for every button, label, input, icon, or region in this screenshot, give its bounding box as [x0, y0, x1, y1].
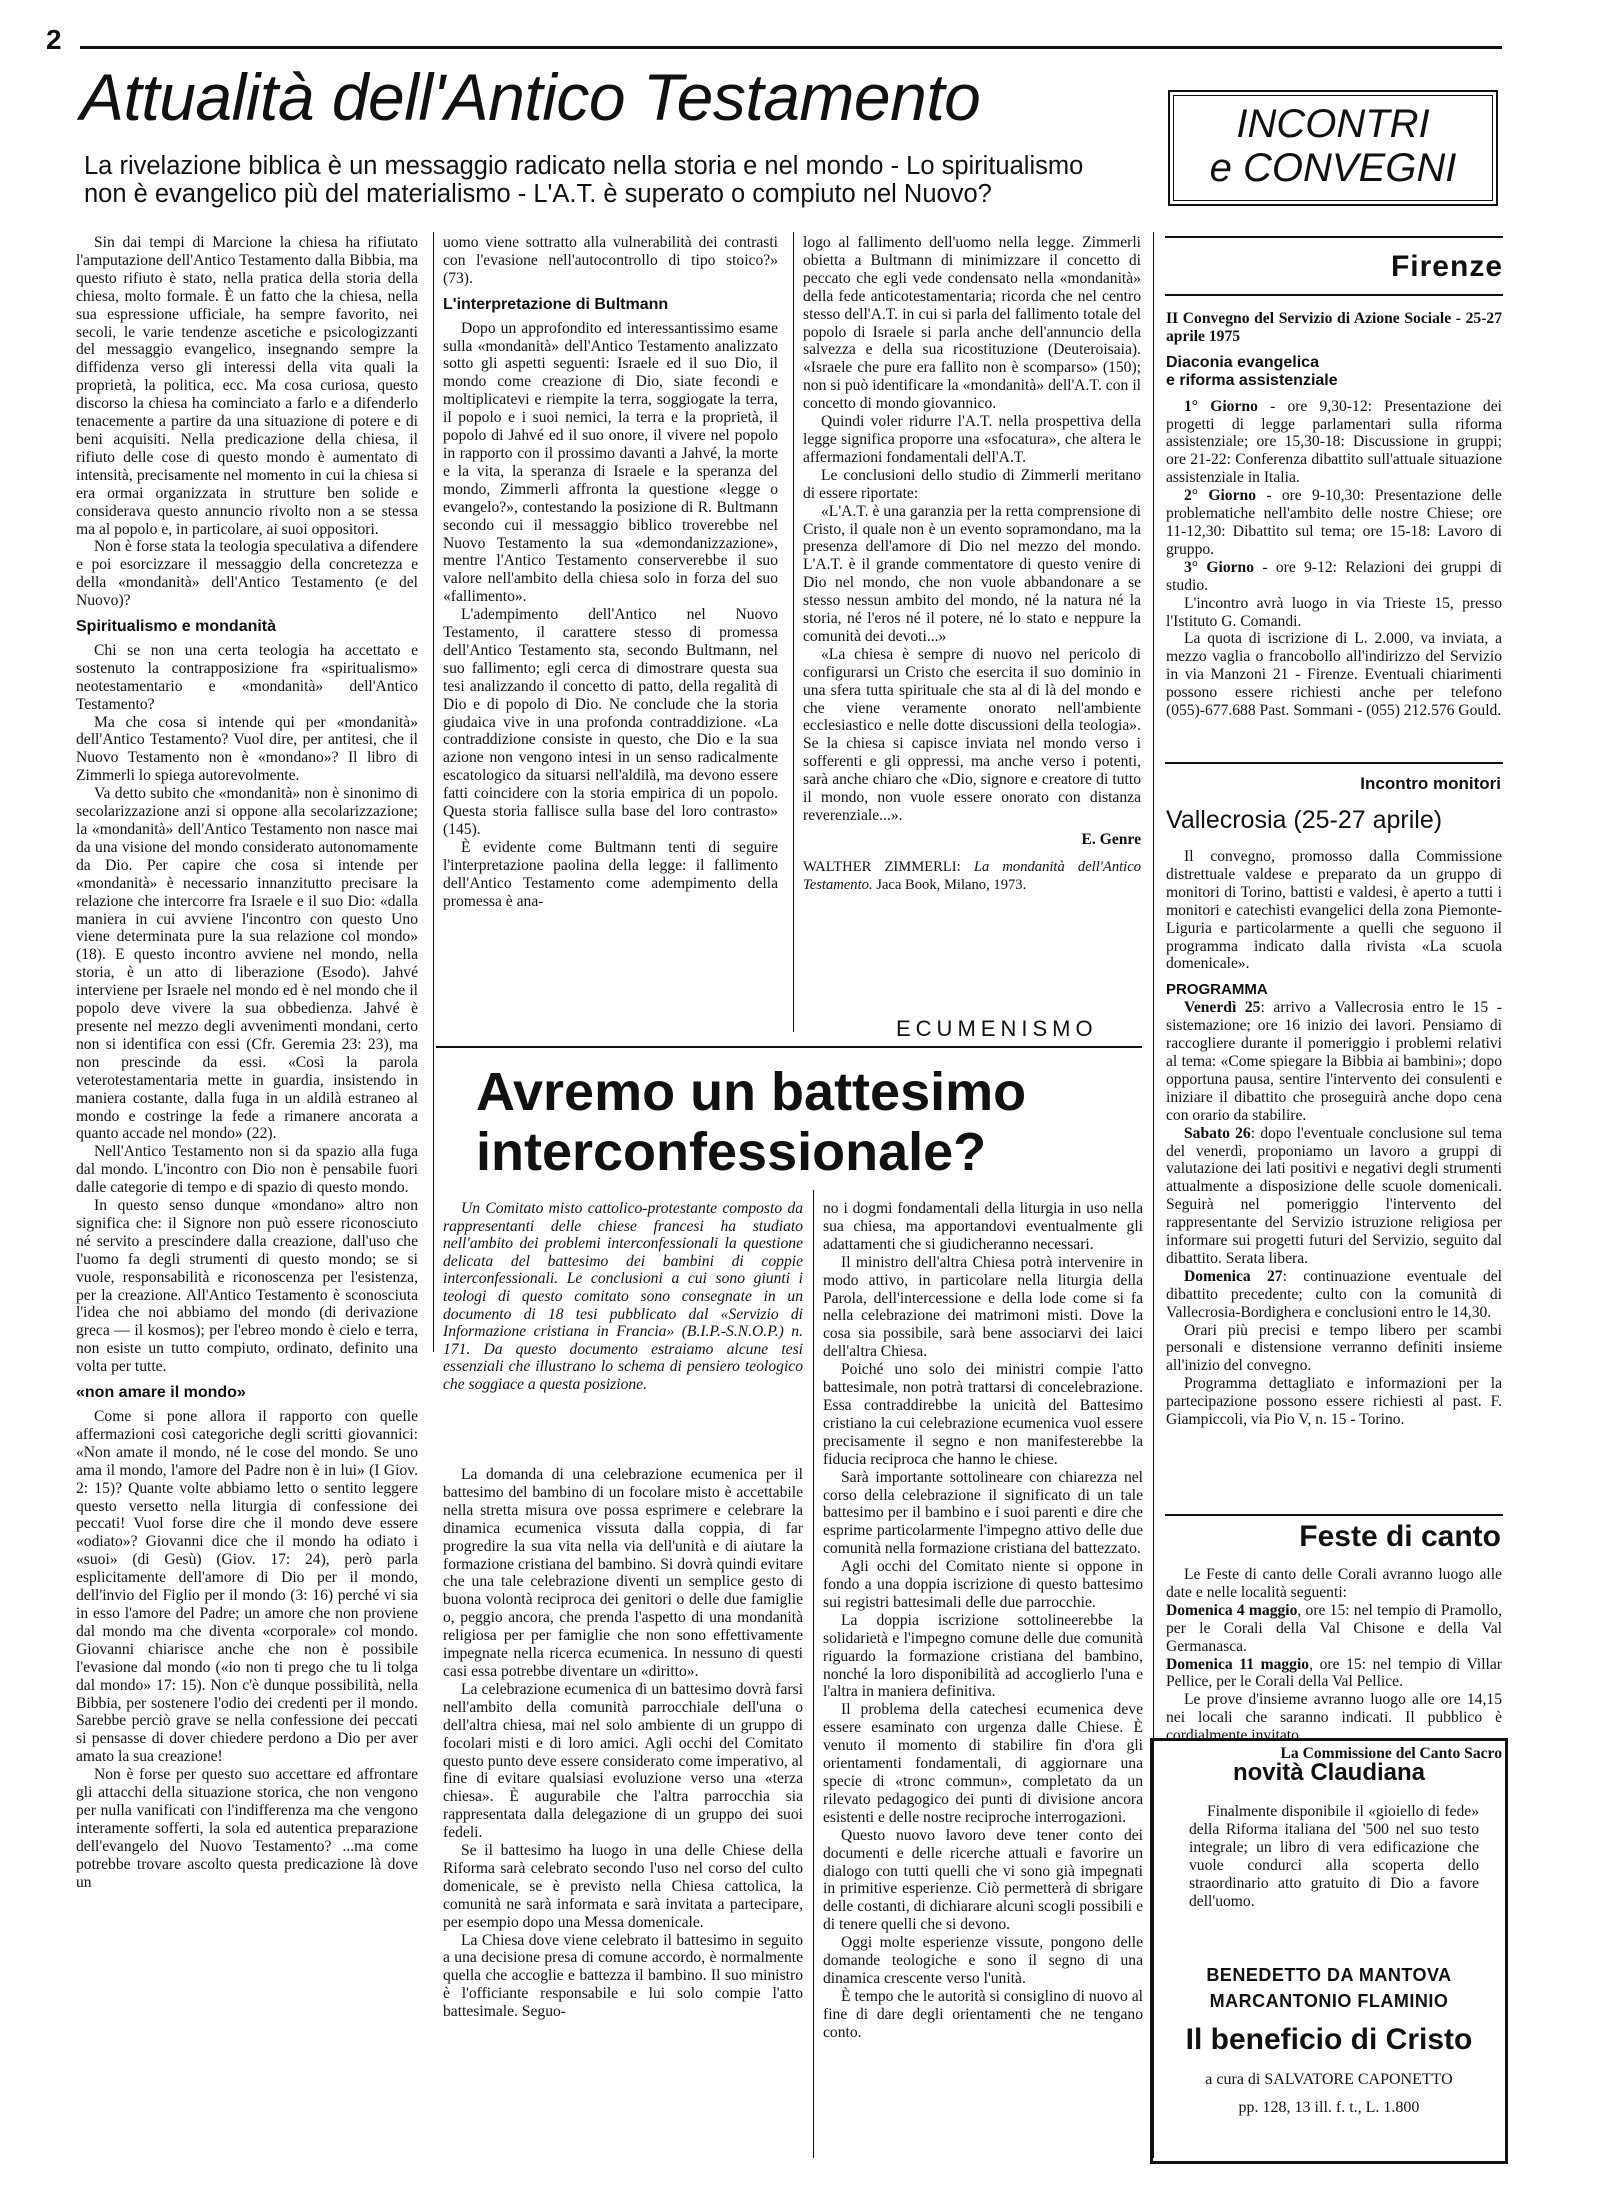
feste-rule — [1165, 1514, 1503, 1516]
paragraph: Dopo un approfondito ed interessantissimo esame sulla «mondanità» dell'Antico Testamento analizzato sotto gli aspetti seguenti: Israele ed il suo Dio, il mondo come creazione di Dio, siate fecondi e moltiplicatevi e riempite la terra, soggiogate la terra, il popolo e i suoi nemici, la terra e la proprietà, il popolo di Jahvé ed il suo onore, il vivere nel popolo in rapporto con il prossimo davanti a Jahvé, la morte e la vita, la speranza di Israele e la speranza del mondo, Zimmerli affronta la questione «legge o evangelo?», contestando la posizione di R. Bultmann secondo cui il messaggio biblico troverebbe nel Nuovo Testamento la sua «demondanizzazione», mentre l'Antico Testamento conserverebbe il suo valore nell'ambito della chiesa solo in forza del suo «fallimento». — [443, 319, 778, 606]
paragraph: La Chiesa dove viene celebrato il battesimo in seguito a una decisione presa di comune accordo, è normalmente quella che accoglie e battezza il bambino. Il suo ministro è l'officiante responsabile e lui solo compie l'atto battesimale. Seguo- — [443, 1931, 803, 2021]
feste-heading: Feste di canto — [1299, 1520, 1501, 1553]
paragraph: Nell'Antico Testamento non si da spazio alla fuga dal mondo. L'incontro con Dio non è pensabile fuori dalle categorie di tempo e di spazio di questo mondo. — [76, 1143, 418, 1197]
claudiana-ad-box — [1150, 1738, 1508, 2164]
main-subtitle-1: La rivelazione biblica è un messaggio radicato nella storia e nel mondo - Lo spiritualismo — [84, 152, 1084, 180]
main-subtitle-2: non è evangelico più del materialismo - L'A.T. è superato o compiuto nel Nuovo? — [84, 180, 992, 208]
article-column-1 — [76, 234, 418, 1891]
firenze-subtitle-1: Diaconia evangelica — [1166, 353, 1319, 371]
claudiana-authors-2: MARCANTONIO FLAMINIO — [1209, 1991, 1449, 2011]
paragraph: Programma dettagliato e informazioni per la partecipazione possono essere richiesti al past. F. Giampiccoli, via Pio V, n. 15 - Torino. — [1166, 1375, 1502, 1429]
paragraph: Il problema della catechesi ecumenica deve essere esaminato con urgenza dalle Chiese. È venuto il momento di stabilire fin d'ora gli orientamenti fondamentali, di aggiornare una specie di «tronc commun», completato da un rilevato pedagogico dei punti di divisione ancora esistenti e delle nostre reciproche interrogazioni. — [823, 1701, 1143, 1826]
paragraph: Orari più precisi e tempo libero per scambi personali e distensione verranno definiti insieme all'inizio del convegno. — [1166, 1321, 1502, 1375]
program-item: 1° Giorno - ore 9,30-12: Presentazione dei progetti di legge parlamentari sulla riforma assistenziale; ore 15,30-18: Discussione in gruppi; ore 21-22: Conferenza dibattito sull'attuale situazione assistenziale in Italia. — [1166, 397, 1502, 487]
paragraph: Oggi molte esperienze vissute, pongono delle domande teologiche e sono il segno di una dinamica crescente verso l'unità. — [823, 1934, 1143, 1987]
paragraph: uomo viene sottratto alla vulnerabilità dei contrasti con l'evasione nell'autocontrollo di tipo stoico?» (73). — [443, 234, 778, 287]
claudiana-editor: a cura di SALVATORE CAPONETTO — [1205, 2071, 1453, 2088]
paragraph: Questo nuovo lavoro deve tener conto dei documenti e delle ricerche attuali e favorire un dialogo con tutti quelli che vi sono già impegnati in primitive esperienze. Ciò permetterà di sbrigare delle costanti, di dichiarare alcuni scogli possibili e di tenere quelli che si devono. — [823, 1826, 1143, 1934]
paragraph: Sarà importante sottolineare con chiarezza nel corso della celebrazione il significato di un tale battesimo per il bambino e i suoi parenti e dire che esprime particolarmente l'impegno attivo delle due comunità nella formazione cristiana del battezzato. — [823, 1468, 1143, 1558]
column-rule — [813, 1190, 814, 2158]
paragraph: «La chiesa è sempre di nuovo nel pericolo di configurarsi un Cristo che esercita il suo dominio in una sfera tutta spirituale che sta al di là del mondo e che viene veramente onorato nell'ambiente ecclesiastico e nelle dotte discussioni della teologia». Se la chiesa si capisce inviata nel mondo verso i sofferenti e gli oppressi, ma anche verso i potenti, sarà anche chiaro che «Dio, signore e creatore di tutto il mondo, non vuole essere onorato con distanza reverenziale...». — [803, 645, 1141, 824]
claudiana-authors-1: BENEDETTO DA MANTOVA — [1206, 1965, 1452, 1985]
paragraph: L'adempimento dell'Antico nel Nuovo Testamento, il carattere stesso di promessa dell'Antico Testamento sta, secondo Bultmann, nel suo fallimento; egli cerca di dimostrare questa sua tesi analizzando il concetto di patto, della regalità di Dio e di popolo di Dio. Ne conclude che la storia giudaica vive in una profonda contraddizione. «La contraddizione consiste in questo, che Dio e la sua azione non vengono intesi in un senso radicalmente escatologico da situarsi nell'aldilà, ma devono essere fatti coincidere con la storia empirica di un popolo. Questa storia fallisce sulla base del loro contrasto» (145). — [443, 606, 778, 838]
firenze-column — [1166, 310, 1502, 720]
ecumenismo-intro — [443, 1200, 803, 1394]
monitori-heading: Incontro monitori — [1360, 774, 1501, 793]
column-rule — [433, 232, 434, 1352]
paragraph: Poiché uno solo dei ministri compie l'atto battesimale, non potrà trattarsi di concelebrazione. Essa contraddirebbe la unicità del Battesimo cristiano la cui celebrazione ecumenica vuol essere precisamente il segno e non manifesterebbe la fiducia reciproca che hanno le chiese. — [823, 1361, 1143, 1468]
claudiana-book-title: Il beneficio di Cristo — [1185, 2023, 1473, 2056]
firenze-event: II Convegno del Servizio di Azione Sociale - 25-27 aprile 1975 — [1166, 310, 1502, 345]
monitori-rule — [1165, 762, 1503, 764]
vallecrosia-heading: Vallecrosia (25-27 aprile) — [1166, 806, 1443, 834]
paragraph: È evidente come Bultmann tenti di seguire l'interpretazione paolina della legge: il fallimento dell'Antico Testamento come adempimento della promessa è ana- — [443, 838, 778, 910]
firenze-subtitle-2: e riforma assistenziale — [1166, 371, 1338, 389]
paragraph: La quota di iscrizione di L. 2.000, va inviata, a mezzo vaglia o francobollo all'indirizzo del Servizio in via Manzoni 21 - Firenze. Eventuali chiarimenti possono essere richiesti anche per telefono (055)-677.688 Past. Sommani - (055) 212.576 Gould. — [1166, 630, 1502, 720]
paragraph: Le conclusioni dello studio di Zimmerli meritano di essere riportate: — [803, 466, 1141, 502]
program-item: Venerdì 25: arrivo a Vallecrosia entro le 15 - sistemazione; ore 16 inizio dei lavori. Pensiamo di raccogliere durante il pomeriggio i problemi relativi al tema: «Come spiegare la Bibbia ai bambini»; dopo opportuna pausa, sentire l'intervento dei consulenti e iniziare il dibattito che proseguirà anche dopo cena con orario da stabilire. — [1166, 999, 1502, 1124]
paragraph: La doppia iscrizione sottolineerebbe la solidarietà e l'impegno comune delle due comunità riguardo la formazione cristiana del bambino, nonché la loro disponibilità ad accoglierlo l'una e l'altra in maniera definitiva. — [823, 1611, 1143, 1701]
paragraph: È tempo che le autorità si consiglino di nuovo al fine di dare degli orientamenti che ne tengano conto. — [823, 1987, 1143, 2041]
program-item: Domenica 11 maggio, ore 15: nel tempio di Villar Pellice, per le Corali della Val Pellice. — [1166, 1655, 1502, 1691]
paragraph: L'incontro avrà luogo in via Trieste 15, presso l'Istituto G. Comandi. — [1166, 594, 1502, 630]
incontri-box — [1168, 90, 1498, 206]
paragraph: «L'A.T. è una garanzia per la retta comprensione di Cristo, il quale non è un evento sopramondano, ma la presenza dell'amore di Dio nel mezzo del mondo. L'A.T. è il grande commentatore di questo venire di Dio nel mondo, che non vuole abbandonare a se stesso nessun ambito del mondo, né la natura né la storia, né l'eros né il potere, né lo stato e neppure la comunità dei devoti...» — [803, 502, 1141, 645]
ecumenismo-headline-2: interconfessionale? — [476, 1122, 987, 1182]
claudiana-heading: novità Claudiana — [1232, 1759, 1426, 1786]
incontri-title-2: e CONVEGNI — [1209, 146, 1457, 190]
paragraph: Un Comitato misto cattolico-protestante composto da rappresentanti delle chiese francesi ha studiato nell'ambito dei problemi interconfessionali la questione delicata del battesimo dei bambini di coppie interconfessionali. Le conclusioni a cui sono giunti i teologi di questo comitato sono consegnate in un documento di 18 tesi pubblicato dal «Servizio di Informazione cristiana in Francia» (B.I.P.-S.N.O.P.) n. 171. Da questo documento estraiamo alcune tesi essenziali che illustrano lo schema di pensiero teologico che soggiace a questa posizione. — [443, 1200, 803, 1393]
firenze-subtitle — [1166, 354, 1502, 390]
program-item: Domenica 4 maggio, ore 15: nel tempio di Pramollo, per le Corali della Val Chisone e della Val Germanasca. — [1166, 1601, 1502, 1655]
incontri-title-1: INCONTRI — [1236, 102, 1430, 146]
ecumenismo-column-b — [823, 1200, 1143, 2042]
paragraph: Chi se non una certa teologia ha accettato e sostenuto la contrapposizione fra «spiritualismo» neotestamentario e «mondanità» dell'Antico Testamento? — [76, 641, 418, 713]
firenze-underline — [1165, 294, 1503, 296]
paragraph: Quindi voler ridurre l'A.T. nella prospettiva della legge significa proporre una «sfocatura», che altera le affermazioni fondamentali dell'A.T. — [803, 413, 1141, 466]
reference-publisher: Jaca Book, Milano, 1973. — [876, 876, 1027, 893]
feste-column — [1166, 1566, 1502, 1763]
author-signature: E. Genre — [1081, 830, 1141, 848]
paragraph: no i dogmi fondamentali della liturgia in uso nella sua chiesa, ma apportandovi eventualmente gli adattamenti che si giudicheranno necessari. — [823, 1200, 1143, 1253]
paragraph: Il convegno, promosso dalla Commissione distrettuale valdese e preparato da un gruppo di monitori di Torino, battisti e valdesi, è aperto a tutti i monitori e catechisti evangelici della zona Piemonte-Liguria e particolarmente a quelli che seguono il programma indicato dalla rivista «La scuola domenicale». — [1166, 848, 1502, 973]
claudiana-details: pp. 128, 13 ill. f. t., L. 1.800 — [1238, 2099, 1420, 2116]
section-heading: L'interpretazione di Bultmann — [443, 295, 669, 313]
claudiana-text: Finalmente disponibile il «gioiello di fede» della Riforma italiana del '500 nel suo testo integrale; un libro di vera edificazione che vuole condurci alla scoperta dello straordinario atto gratuito di Dio a favore dell'uomo. — [1189, 1803, 1479, 1910]
paragraph: Ma che cosa si intende qui per «mondanità» dell'Antico Testamento? Vuol dire, per antitesi, che il Nuovo Testamento non è «mondano»? Il libro di Zimmerli lo spiega autorevolmente. — [76, 713, 418, 785]
paragraph: Va detto subito che «mondanità» non è sinonimo di secolarizzazione anzi si oppone alla secolarizzazione; la «mondanità» dell'Antico Testamento non nasce mai da una visione del mondo considerato autonomamente da Dio. Per capire che cosa si intende per «mondanità» è necessario innanzitutto precisare la relazione che intercorre fra Israele e il suo Dio: «dalla maniera in cui avviene l'incontro con questo Uno viene determinata pure la sua relazione col mondo» (18). E questo incontro avviene nel mondo, nella storia, è un atto di liberazione (Esodo). Jahvé interviene per Israele nel mondo ed è nel mondo che il popolo deve vivere la sua obbedienza. Jahvé è presente nel mezzo degli avvenimenti mondani, certo non si identifica con essi (Cfr. Geremia 23: 23), ma non prescinde da essi. «Così la parola veterotestamentaria mette in guardia, insistendo in maniera costante, dalla fuga in un aldilà estraneo al mondo e costringe la fede a rimanere ancorata a quanto accade nel mondo» (22). — [76, 785, 418, 1143]
section-heading: «non amare il mondo» — [76, 1384, 246, 1402]
vallecrosia-column — [1166, 848, 1502, 1429]
paragraph: Se il battesimo ha luogo in una delle Chiese della Riforma sarà celebrato secondo l'uso nel corso del culto domenicale, se è previsto nella Chiesa cattolica, la comunità ne sarà informata e sarà invitata a partecipare, per esempio dopo una Messa domenicale. — [443, 1842, 803, 1931]
reference-title: La mondanità dell'Antico Testamento. — [803, 858, 1141, 893]
ecumenismo-headline-1: Avremo un battesimo — [476, 1062, 1027, 1122]
article-column-2 — [443, 234, 778, 911]
paragraph: Il ministro dell'altra Chiesa potrà intervenire in modo attivo, in particolare nella liturgia della Parola, dell'intercessione e della lode come si fa nella celebrazione dei matrimoni misti. Dove la cosa sia possibile, sarà bene associarvi dei laici dell'altra Chiesa. — [823, 1253, 1143, 1361]
paragraph: Non è forse stata la teologia speculativa a difendere e poi esorcizzare il messaggio della concretezza e della «mondanità» dell'Antico Testamento (e del Nuovo)? — [76, 538, 418, 610]
paragraph: Agli occhi del Comitato niente si oppone in fondo a una doppia iscrizione di questo battesimo sui registri battesimali delle due parrocchie. — [823, 1558, 1143, 1611]
ecumenismo-rule — [436, 1046, 1142, 1048]
ecumenismo-column-a — [443, 1466, 803, 2021]
program-item: 2° Giorno - ore 9-10,30: Presentazione delle problematiche nell'ambito delle nostre Chiese; ore 11-12,30: Dibattito sul tema; ore 15-18: Lavoro di gruppo. — [1166, 487, 1502, 558]
program-item: Sabato 26: dopo l'eventuale conclusione sul tema del venerdì, proponiamo un lavoro a gruppi di valutazione dei lati positivi e negativi degli strumenti attualmente a disposizione delle scuole domenicali. Seguirà nel pomeriggio l'intervento del rappresentante del Servizio istruzione religiosa per informare sui progetti futuri del Servizio, seguito dal dibattito. Serata libera. — [1166, 1124, 1502, 1267]
paragraph: La domanda di una celebrazione ecumenica per il battesimo del bambino di un focolare misto è accettabile nella stretta misura ove possa esprimere e celebrare la dinamica ecumenica vissuta dalla coppia, di far progredire la sua vita nella via dell'unità e di aiutare la formazione cristiana del bambino. Si dovrà quindi evitare che una tale celebrazione diventi un semplice gesto di buona volontà reciproca dei genitori o delle due famiglie o, peggio ancora, che prenda l'aspetto di una mondanità religiosa per per famiglie che non sono effettivamente impegnate nella ricerca ecumenica. In nessuno di questi casi essa potrebbe diventare un «diritto». — [443, 1466, 803, 1680]
section-heading: Spiritualismo e mondanità — [76, 618, 277, 636]
main-title: Attualità dell'Antico Testamento — [80, 60, 981, 134]
paragraph: Le Feste di canto delle Corali avranno luogo alle date e nelle località seguenti: — [1166, 1566, 1502, 1601]
reference-author: WALTHER ZIMMERLI: — [803, 858, 961, 875]
page-number: 2 — [46, 24, 62, 55]
header-rule — [80, 46, 1502, 49]
firenze-rule — [1165, 236, 1503, 238]
program-item: Domenica 27: continuazione eventuale del dibattito precedente; culto con la comunità di Vallecrosia-Bordighera e conclusioni entro le 14,30. — [1166, 1267, 1502, 1321]
paragraph: Sin dai tempi di Marcione la chiesa ha rifiutato l'amputazione dell'Antico Testamento dalla Bibbia, ma questo rifiuto è stato, nella pratica della storia della chiesa, molto formale. È un fatto che la chiesa, nella sua espressione ufficiale, ha sempre favorito, nei secoli, le varie tendenze ascetiche e psicologizzanti del messaggio evangelico, insegnando sempre la diffidenza verso gli interessi della vita quali la proprietà, la politica, ecc. Ma cosa curiosa, questo discorso la chiesa ha cominciato a farlo e a difenderlo tenacemente a partire da una situazione di potere e di beni acquisiti. Nella predicazione della chiesa, il rifiuto delle cose di questo mondo è aumentato di intensità, precisamente nel momento in cui la chiesa si era ormai organizzata in strutture ben solide e considerava questo annuncio rivolto non a se stessa ma al popolo e, in particolare, ai suoi oppositori. — [76, 234, 418, 538]
firenze-heading: Firenze — [1390, 250, 1503, 283]
paragraph: logo al fallimento dell'uomo nella legge. Zimmerli obietta a Bultmann di minimizzare il concetto di peccato che egli vede condensato nella «mondanità» della fede anticotestamentaria; ricorda che nel centro stesso dell'A.T. in cui si parla del fallimento totale del popolo di Israele si parla anche dell'annuncio della salvezza e della sua ricostituzione (Deuteroisaia). «Israele che pure era fallito non è scomparso» (150); non si può identificare la «mondanità» dell'A.T. con il concetto di mondo giovannico. — [803, 234, 1141, 413]
paragraph: Non è forse per questo suo accettare ed affrontare gli attacchi della situazione storica, che non vengono per nulla vanificati con l'indifferenza ma che vengono interamente sofferti, la sola ed autentica preparazione dell'evangelo del Nuovo Testamento? ...ma come potrebbe trovare ascolto questa predicazione là dove un — [76, 1766, 418, 1891]
programma-label: PROGRAMMA — [1166, 981, 1268, 999]
column-rule — [793, 232, 794, 1032]
paragraph: Le prove d'insieme avranno luogo alle ore 14,15 nei locali che saranno indicati. Il pubblico è cordialmente invitato. — [1166, 1691, 1502, 1745]
bibliographic-reference — [803, 859, 1141, 895]
paragraph: La celebrazione ecumenica di un battesimo dovrà farsi nell'ambito della comunità parrocchiale dell'una o dell'altra chiesa, mai nel solo ambiente di un gruppo di focolari misti e di loro amici. Agli occhi del Comitato questo punto deve essere considerato come imperativo, al fine di evitare qualsiasi evoluzione verso una «terza chiesa». È augurabile che l'altra parrocchia sia rappresentata dalla delegazione di un gruppo dei suoi fedeli. — [443, 1680, 803, 1842]
section-label: ECUMENISMO — [896, 1016, 1098, 1041]
feste-signature: La Commissione del Canto Sacro — [1280, 1745, 1502, 1763]
program-item: 3° Giorno - ore 9-12: Relazioni dei gruppi di studio. — [1166, 558, 1502, 594]
article-column-3 — [803, 234, 1141, 895]
paragraph: Come si pone allora il rapporto con quelle affermazioni così categoriche degli scritti giovannici: «Non amate il mondo, né le cose del mondo. Se uno ama il mondo, l'amore del Padre non è in lui» (I Giov. 2: 15)? Quante volte abbiamo letto o sentito leggere questo versetto nella liturgia di confessione dei peccati! Vuol forse dire che il mondo deve essere «odiato»? Giovanni dice che il mondo ha odiato i «suoi» (di Gesù) (Giov. 17: 24), però parla esplicitamente dell'amore di Dio per il mondo, dell'invio del Figlio per il mondo (3: 16) perché vi sia in esso l'amore del Padre; un amore che non proviene dal mondo ma che diventa «corporale» col mondo. Giovanni chiarisce anche che non è possibile l'evasione dal mondo («io non ti prego che tu li tolga dal mondo» 17: 15). Non c'è dunque possibilità, nella Bibbia, per sostenere l'odio dei credenti per il mondo. Sarebbe perciò grave se nella confessione dei peccati si pensasse di dover chiedere perdono a Dio per aver amato la sua creazione! — [76, 1408, 418, 1766]
paragraph: In questo senso dunque «mondano» altro non significa che: il Signore non può essere riconosciuto né servito a prescindere dalla creazione, dall'uso che l'uomo fa degli strumenti di questo mondo; se si vuole, responsabilità e riconoscenza per l'esistenza, per la creazione. All'Antico Testamento è sconosciuta l'idea che noi abbiamo del mondo (di derivazione greca — il kosmos); per l'ebreo mondo è cielo e terra, non esiste un tutto compiuto, ordinato, definito una volta per tutte. — [76, 1197, 418, 1376]
